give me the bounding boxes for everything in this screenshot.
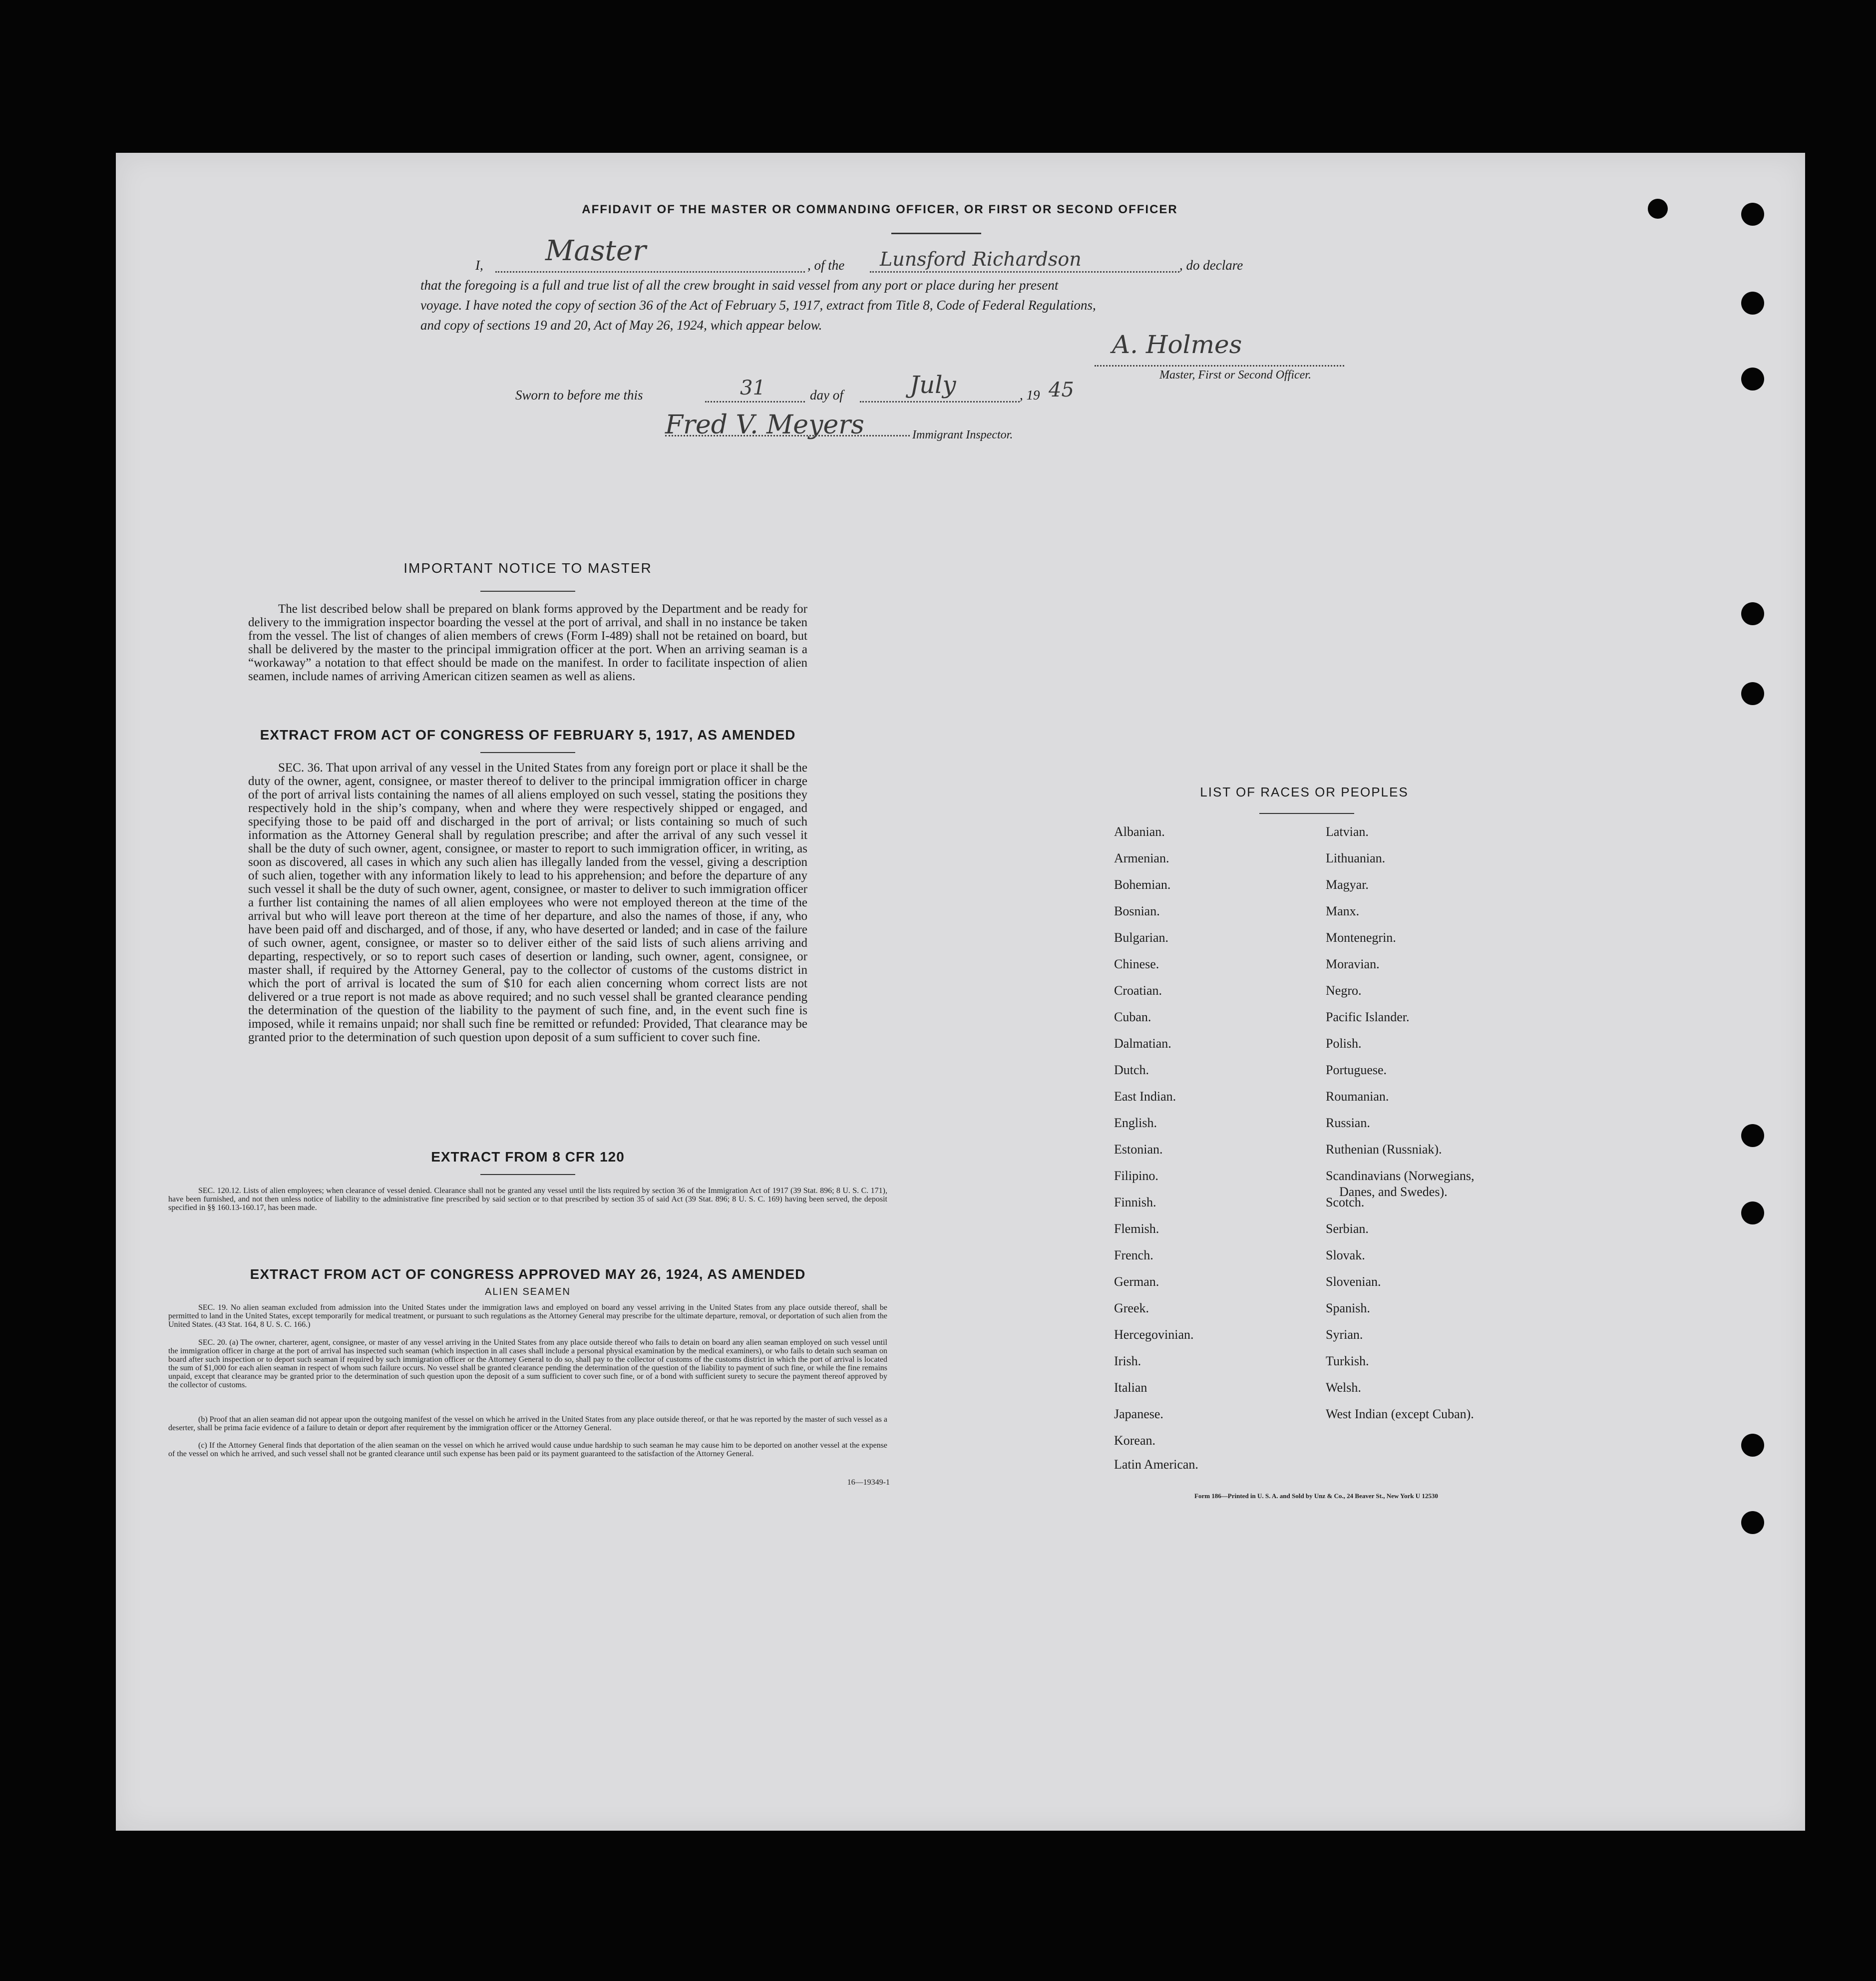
of-the-label: , of the bbox=[807, 258, 845, 273]
punch-hole bbox=[1741, 1434, 1764, 1457]
race-item: Irish. bbox=[1114, 1354, 1141, 1368]
extract-1917-rule bbox=[480, 752, 575, 753]
race-item: Russian. bbox=[1326, 1116, 1370, 1130]
sec20a-text: SEC. 20. (a) The owner, charterer, agent, consignee, or master of any vessel arriving in the United States from any place outside thereof who fails to detain on board any alien seaman employed on such vessel until the immigration officer in charge at the port of arrival has inspected such seaman (which inspection in all cases shall include a personal physical examination by the medical examiners), or who fails to detain such seaman on board after such inspection or to deport such seaman if required by such immigration officer or the Attorney General to do so, shall pay to the collector of customs of the customs district in which the port of arrival is located the sum of $1,000 for each alien seaman in respect of whom such failure occurs. No vessel shall be granted clearance pending the determination of the question of the liability to payment of such fine, or while the fine remains unpaid, except that clearance may be granted prior to the determination of such question upon the deposit of a sum sufficient to cover such fine, or of a bond with sufficient surety to secure the payment thereof approved by the collector of customs. bbox=[168, 1338, 887, 1389]
extract-1924-title: EXTRACT FROM ACT OF CONGRESS APPROVED MAY 26, 1924, AS AMENDED bbox=[250, 1266, 806, 1282]
race-item: English. bbox=[1114, 1116, 1157, 1130]
race-item: Filipino. bbox=[1114, 1169, 1158, 1183]
race-item: Greek. bbox=[1114, 1301, 1149, 1315]
declare-label: , do declare bbox=[1179, 258, 1243, 273]
vessel-blank bbox=[870, 271, 1179, 273]
punch-hole bbox=[1741, 292, 1764, 315]
declaration-line-2: that the foregoing is a full and true list of all the crew brought in said vessel from any port or place during her present bbox=[420, 278, 1059, 293]
master-signature: A. Holmes bbox=[1112, 330, 1242, 359]
race-item: Latvian. bbox=[1326, 824, 1369, 839]
races-rule bbox=[1259, 813, 1354, 814]
race-item: Chinese. bbox=[1114, 957, 1159, 971]
race-item: Latin American. bbox=[1114, 1457, 1198, 1472]
declaration-line-3: voyage. I have noted the copy of section 36 of the Act of February 5, 1917, extract from Title 8, Code of Federal Regulations, bbox=[420, 298, 1096, 313]
sworn-line bbox=[515, 371, 1164, 410]
punch-hole bbox=[1741, 1511, 1764, 1534]
race-item: Spanish. bbox=[1326, 1301, 1370, 1315]
notice-rule bbox=[480, 591, 575, 592]
race-item: Syrian. bbox=[1326, 1327, 1363, 1342]
race-item: German. bbox=[1114, 1274, 1159, 1289]
day-of-label: day of bbox=[810, 388, 843, 402]
race-item: Montenegrin. bbox=[1326, 930, 1396, 945]
form-number: 16—19349-1 bbox=[847, 1478, 890, 1487]
race-item: Danes, and Swedes). bbox=[1339, 1185, 1448, 1199]
inspector-signature-line bbox=[665, 435, 910, 436]
race-item: East Indian. bbox=[1114, 1089, 1176, 1104]
punch-hole bbox=[1741, 203, 1764, 226]
race-item: Serbian. bbox=[1326, 1221, 1369, 1236]
race-item: Scotch. bbox=[1326, 1195, 1365, 1209]
race-item: Estonian. bbox=[1114, 1142, 1163, 1157]
race-item: Croatian. bbox=[1114, 983, 1162, 998]
officer-handwritten: Master bbox=[545, 235, 646, 267]
race-item: Hercegovinian. bbox=[1114, 1327, 1194, 1342]
day-blank bbox=[705, 401, 805, 402]
race-item: Dutch. bbox=[1114, 1063, 1149, 1077]
race-item: Italian bbox=[1114, 1380, 1147, 1395]
race-item: Bosnian. bbox=[1114, 904, 1160, 918]
month-blank bbox=[860, 401, 1020, 402]
race-item: Turkish. bbox=[1326, 1354, 1369, 1368]
extract-cfr-rule bbox=[480, 1174, 575, 1175]
race-item: Lithuanian. bbox=[1326, 851, 1386, 865]
i-label: I, bbox=[475, 258, 483, 273]
race-item: Cuban. bbox=[1114, 1010, 1151, 1024]
punch-hole bbox=[1741, 602, 1764, 625]
race-item: Bulgarian. bbox=[1114, 930, 1169, 945]
race-item: Pacific Islander. bbox=[1326, 1010, 1410, 1024]
race-item: Albanian. bbox=[1114, 824, 1165, 839]
race-item: Bohemian. bbox=[1114, 877, 1171, 892]
races-title: LIST OF RACES OR PEOPLES bbox=[1200, 785, 1409, 799]
punch-hole bbox=[1741, 1124, 1764, 1147]
notice-text: The list described below shall be prepared on blank forms approved by the Department and be ready for delivery to the immigration inspector boarding the vessel at the port of arrival, and shall in no instance be taken from the vessel. The list of changes of alien members of crews (Form I-489) shall not be retained on board, but shall be delivered by the master to the principal immigration officer at the port. When an arriving seaman is a “workaway” a notation to that effect should be made on the manifest. In order to facilitate inspection of alien seamen, include names of arriving American citizen seamen as well as aliens. bbox=[248, 602, 807, 683]
punch-hole bbox=[1741, 1201, 1764, 1224]
race-item: Polish. bbox=[1326, 1036, 1362, 1051]
race-item: Welsh. bbox=[1326, 1380, 1361, 1395]
punch-hole bbox=[1648, 199, 1668, 219]
printer-imprint: Form 186—Printed in U. S. A. and Sold by Unz & Co., 24 Beaver St., New York U 12530 bbox=[1194, 1492, 1438, 1500]
race-item: Magyar. bbox=[1326, 877, 1369, 892]
race-item: Manx. bbox=[1326, 904, 1360, 918]
master-caption: Master, First or Second Officer. bbox=[1159, 369, 1311, 382]
race-item: Scandinavians (Norwegians, bbox=[1326, 1169, 1475, 1183]
race-item: Slovak. bbox=[1326, 1248, 1365, 1262]
race-item: Slovenian. bbox=[1326, 1274, 1381, 1289]
race-item: Portuguese. bbox=[1326, 1063, 1387, 1077]
race-item: Korean. bbox=[1114, 1433, 1156, 1448]
declaration-line-4: and copy of sections 19 and 20, Act of May 26, 1924, which appear below. bbox=[420, 318, 822, 333]
race-item: Roumanian. bbox=[1326, 1089, 1389, 1104]
race-item: Finnish. bbox=[1114, 1195, 1156, 1209]
punch-hole bbox=[1741, 368, 1764, 391]
sec20c-text: (c) If the Attorney General finds that deportation of the alien seaman on the vessel on which he arrived would cause undue hardship to such seaman he may cause him to be deported on another vessel at the expense of the vessel on which he arrived, and such vessel shall not be granted clearance until such expense has been paid or its payment guaranteed to the satisfaction of the Attorney General. bbox=[168, 1441, 887, 1458]
extract-cfr-text: SEC. 120.12. Lists of alien employees; when clearance of vessel denied. Clearance shall not be granted any vessel until the lists required by section 36 of the Immigration Act of 1917 (39 Stat. 896; 8 U. S. C. 171), have been furnished, and not then unless notice of liability to the administrative fine prescribed by said section or to that prescribed by section 35 of said Act (39 Stat. 896; 8 U. S. C. 169) having been served, the deposit specified in §§ 160.13-160.17, has been made. bbox=[168, 1187, 887, 1212]
extract-cfr-title: EXTRACT FROM 8 CFR 120 bbox=[431, 1149, 625, 1165]
document-page bbox=[116, 153, 1805, 1831]
race-item: Japanese. bbox=[1114, 1407, 1163, 1421]
sworn-label: Sworn to before me this bbox=[515, 388, 643, 402]
month-handwritten: July bbox=[910, 371, 956, 399]
affidavit-title: AFFIDAVIT OF THE MASTER OR COMMANDING OFFICER, OR FIRST OR SECOND OFFICER bbox=[582, 203, 1178, 216]
sec20b-text: (b) Proof that an alien seaman did not appear upon the outgoing manifest of the vessel on which he arrived in the United States from any place outside thereof, or that he was reported by the master of such vessel as a deserter, shall be prima facie evidence of a failure to detain or deport after requirement by the immigration officer or the Attorney General. bbox=[168, 1415, 887, 1432]
notice-title: IMPORTANT NOTICE TO MASTER bbox=[403, 560, 652, 576]
race-item: Moravian. bbox=[1326, 957, 1380, 971]
extract-1917-text: SEC. 36. That upon arrival of any vessel in the United States from any foreign port or place it shall be the duty of the owner, agent, consignee, or master thereof to deliver to the principal immigration officer in charge of the port of arrival lists containing the names of all aliens employed on such vessel, stating the positions they respectively hold in the ship’s company, when and where they were respectively shipped or engaged, and specifying those to be paid off and discharged in the port of arrival; or lists containing so much of such information as the Attorney General shall by regulation prescribe; and after the arrival of any such vessel it shall be the duty of such owner, agent, consignee, or master to report to such immigration officer, in writing, as soon as discovered, all cases in which any such alien has illegally landed from the vessel, giving a description of such alien, together with any information likely to lead to his apprehension; and before the departure of any such vessel it shall be the duty of such owner, agent, consignee, or master to deliver to such immigration officer a further list containing the names of all alien employees who were not employed thereon at the time of the arrival but who will leave port thereon at the time of her departure, and also the names of those, if any, who have been paid off and discharged, and of those, if any, who have deserted or landed; and in case of the failure of such owner, agent, consignee, or master so to deliver either of the said lists of such aliens arriving and departing, respectively, or so to report such cases of desertion or landing, such owner, agent, consignee, or master shall, if required by the Attorney General, pay to the collector of customs of the customs district in which the port of arrival is located the sum of $10 for each alien concerning whom correct lists are not delivered or a true report is not made as above required; and no such vessel shall be granted clearance pending the determination of the question of the liability to the payment of such fine, and, in the event such fine is imposed, while it remains unpaid; nor shall such fine be remitted or refunded: Provided, That clearance may be granted prior to the determination of such question upon deposit of a sum sufficient to cover such fine. bbox=[248, 761, 807, 1044]
year-handwritten: 45 bbox=[1049, 379, 1074, 401]
race-item: Negro. bbox=[1326, 983, 1362, 998]
inspector-caption: Immigrant Inspector. bbox=[912, 428, 1013, 441]
vessel-handwritten: Lunsford Richardson bbox=[880, 248, 1082, 270]
race-item: Dalmatian. bbox=[1114, 1036, 1171, 1051]
day-handwritten: 31 bbox=[740, 377, 765, 399]
inspector-signature: Fred V. Meyers bbox=[665, 410, 864, 440]
extract-1917-title: EXTRACT FROM ACT OF CONGRESS OF FEBRUARY 5, 1917, AS AMENDED bbox=[260, 727, 796, 743]
race-item: Flemish. bbox=[1114, 1221, 1159, 1236]
extract-1924-subtitle: ALIEN SEAMEN bbox=[485, 1286, 571, 1297]
officer-blank bbox=[495, 271, 805, 273]
race-item: Ruthenian (Russniak). bbox=[1326, 1142, 1442, 1157]
punch-hole bbox=[1741, 682, 1764, 705]
year-prefix: , 19 bbox=[1020, 388, 1040, 402]
race-item: French. bbox=[1114, 1248, 1153, 1262]
sec19-text: SEC. 19. No alien seaman excluded from admission into the United States under the immigration laws and employed on board any vessel arriving in the United States from any place outside thereof, shall be permitted to land in the United States, except temporarily for medical treatment, or pursuant to such regulations as the Attorney General may prescribe for the ultimate departure, removal, or deportation of such alien from the United States. (43 Stat. 164, 8 U. S. C. 166.) bbox=[168, 1303, 887, 1329]
title-rule bbox=[891, 233, 981, 234]
race-item: West Indian (except Cuban). bbox=[1326, 1407, 1474, 1421]
race-item: Armenian. bbox=[1114, 851, 1169, 865]
